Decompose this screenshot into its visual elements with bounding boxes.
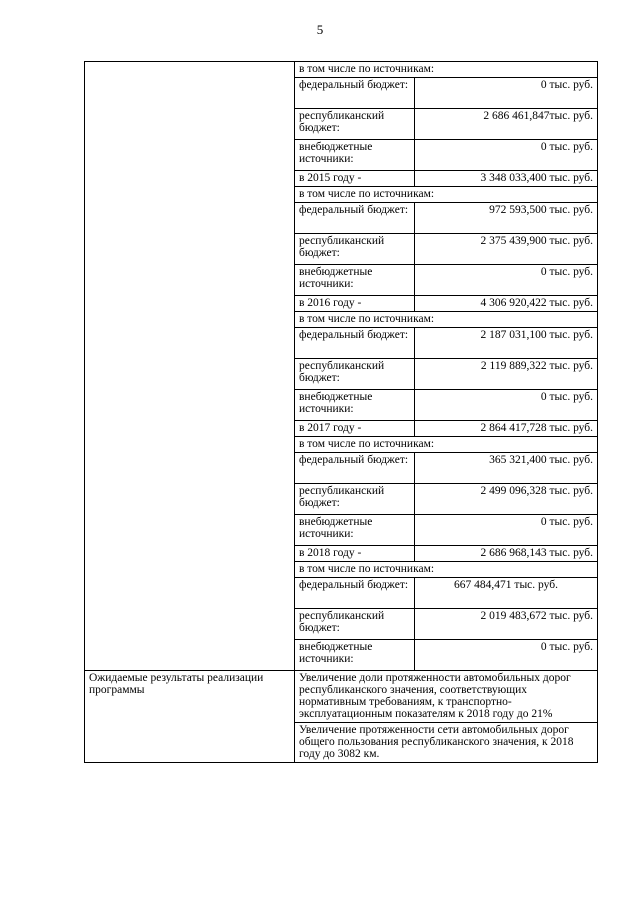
year-total: 2 864 417,728 тыс. руб. (415, 421, 598, 437)
extra-value: 0 тыс. руб. (415, 140, 598, 171)
republican-label: республиканский бюджет: (295, 484, 415, 515)
year-total: 3 348 033,400 тыс. руб. (415, 171, 598, 187)
sources-header: в том числе по источникам: (295, 562, 598, 578)
year-label: в 2017 году - (295, 421, 415, 437)
republican-value: 2 499 096,328 тыс. руб. (415, 484, 598, 515)
extra-label: внебюджетные источники: (295, 390, 415, 421)
federal-label: федеральный бюджет: (295, 453, 415, 484)
federal-value: 0 тыс. руб. (415, 78, 598, 109)
year-total: 4 306 920,422 тыс. руб. (415, 296, 598, 312)
extra-value: 0 тыс. руб. (415, 265, 598, 296)
republican-label: республиканский бюджет: (295, 359, 415, 390)
republican-label: республиканский бюджет: (295, 234, 415, 265)
republican-label: республиканский бюджет: (295, 609, 415, 640)
federal-value: 972 593,500 тыс. руб. (415, 203, 598, 234)
expected-results-label: Ожидаемые результаты реализации программы (85, 671, 295, 763)
year-label: в 2016 году - (295, 296, 415, 312)
sources-header: в том числе по источникам: (295, 187, 598, 203)
page-number: 5 (316, 22, 324, 37)
republican-label: республиканский бюджет: (295, 109, 415, 140)
federal-value: 667 484,471 тыс. руб. (415, 578, 598, 609)
republican-value: 2 019 483,672 тыс. руб. (415, 609, 598, 640)
extra-value: 0 тыс. руб. (415, 640, 598, 671)
federal-label: федеральный бюджет: (295, 203, 415, 234)
year-label: в 2015 году - (295, 171, 415, 187)
extra-label: внебюджетные источники: (295, 265, 415, 296)
republican-value: 2 375 439,900 тыс. руб. (415, 234, 598, 265)
extra-value: 0 тыс. руб. (415, 515, 598, 546)
federal-value: 365 321,400 тыс. руб. (415, 453, 598, 484)
federal-value: 2 187 031,100 тыс. руб. (415, 328, 598, 359)
sources-header: в том числе по источникам: (295, 437, 598, 453)
extra-label: внебюджетные источники: (295, 140, 415, 171)
extra-label: внебюджетные источники: (295, 640, 415, 671)
extra-value: 0 тыс. руб. (415, 390, 598, 421)
expected-result-item: Увеличение протяженности сети автомобильных дорог общего пользования республиканского значения, к 2018 году до 3082 км. (295, 723, 598, 763)
republican-value: 2 119 889,322 тыс. руб. (415, 359, 598, 390)
federal-label: федеральный бюджет: (295, 578, 415, 609)
program-table (84, 61, 598, 763)
federal-label: федеральный бюджет: (295, 78, 415, 109)
sources-header: в том числе по источникам: (295, 62, 598, 78)
expected-result-item: Увеличение доли протяженности автомобильных дорог республиканского значения, соответствующих нормативным требованиям, к транспортно-эксплуатационным показателям к 2018 году до 21% (295, 671, 598, 723)
federal-label: федеральный бюджет: (295, 328, 415, 359)
sources-header: в том числе по источникам: (295, 312, 598, 328)
year-total: 2 686 968,143 тыс. руб. (415, 546, 598, 562)
extra-label: внебюджетные источники: (295, 515, 415, 546)
left-empty-cell (85, 62, 295, 671)
republican-value: 2 686 461,847тыс. руб. (415, 109, 598, 140)
year-label: в 2018 году - (295, 546, 415, 562)
